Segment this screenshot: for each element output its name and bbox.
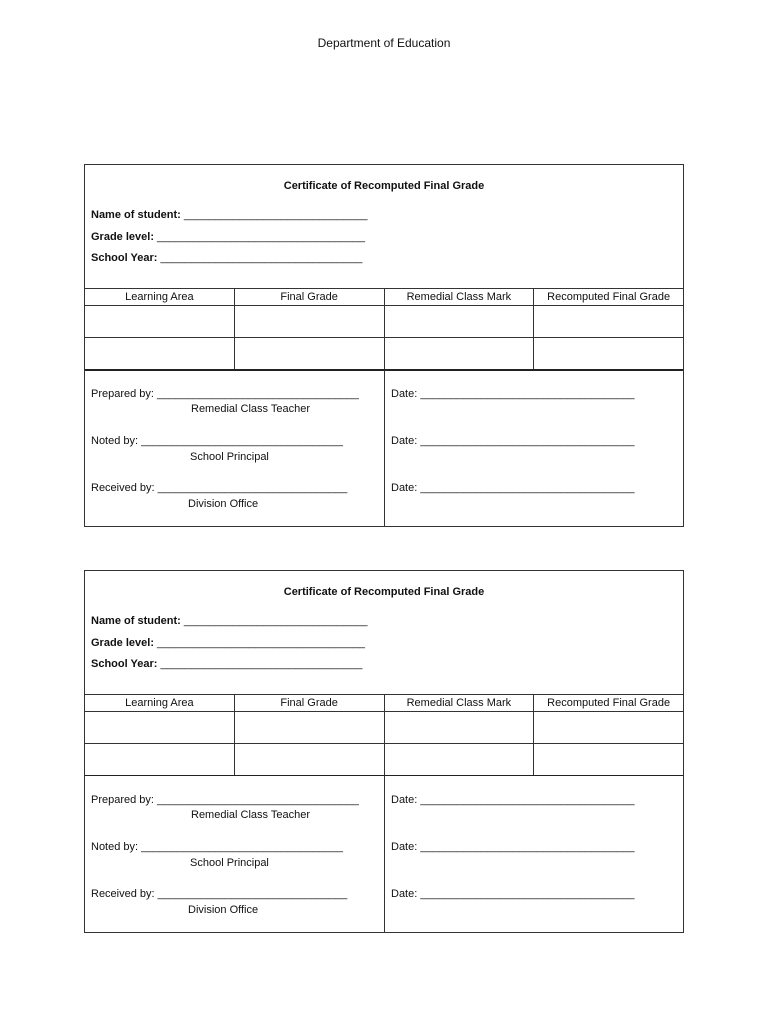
student-name-field[interactable]	[91, 615, 367, 627]
student-name-field[interactable]	[91, 209, 367, 221]
grade-level-field[interactable]	[91, 637, 365, 649]
date-field-noted[interactable]: Date: ___________________________________	[391, 841, 635, 853]
table-row	[85, 744, 684, 776]
header-recomputed-final-grade: Recomputed Final Grade	[534, 289, 684, 306]
date-field-prepared[interactable]: Date: ___________________________________	[391, 794, 635, 806]
noted-by-role: School Principal	[190, 857, 269, 869]
school-year-field[interactable]	[91, 658, 362, 670]
grade-level-label: Grade level:	[91, 231, 154, 243]
date-field-prepared[interactable]: Date: ___________________________________	[391, 388, 635, 400]
table-cell[interactable]	[534, 712, 684, 744]
student-name-label: Name of student:	[91, 615, 181, 627]
header-remedial-class-mark: Remedial Class Mark	[384, 289, 534, 306]
table-cell[interactable]	[384, 338, 534, 370]
noted-by-field[interactable]: Noted by: _________________________________	[91, 435, 344, 447]
table-cell[interactable]	[534, 744, 684, 776]
student-name-label: Name of student:	[91, 209, 181, 221]
prepared-by-role: Remedial Class Teacher	[191, 809, 311, 821]
student-name-line[interactable]: ______________________________	[180, 615, 368, 627]
table-cell[interactable]	[85, 338, 235, 370]
grade-level-field[interactable]	[91, 231, 365, 243]
certificate-title: Certificate of Recomputed Final Grade	[283, 180, 485, 192]
date-field-received[interactable]: Date: ___________________________________	[391, 482, 635, 494]
column-divider	[384, 776, 385, 933]
school-year-line[interactable]: _________________________________	[157, 252, 363, 264]
table-row	[85, 712, 684, 744]
grades-header-row	[85, 695, 684, 712]
date-field-received[interactable]: Date: ___________________________________	[391, 888, 635, 900]
certificate-1	[84, 164, 684, 527]
school-year-label: School Year:	[91, 252, 158, 264]
table-row	[85, 338, 684, 370]
received-by-role: Division Office	[188, 904, 259, 916]
header-remedial-class-mark: Remedial Class Mark	[384, 695, 534, 712]
table-cell[interactable]	[234, 338, 384, 370]
noted-by-field[interactable]: Noted by: _________________________________	[91, 841, 344, 853]
header-final-grade: Final Grade	[234, 289, 384, 306]
table-cell[interactable]	[234, 306, 384, 338]
table-cell[interactable]	[384, 306, 534, 338]
prepared-by-role: Remedial Class Teacher	[191, 403, 311, 415]
header-recomputed-final-grade: Recomputed Final Grade	[534, 695, 684, 712]
column-divider	[384, 370, 385, 527]
school-year-label: School Year:	[91, 658, 158, 670]
grade-level-line[interactable]: __________________________________	[153, 231, 366, 243]
header-final-grade: Final Grade	[234, 695, 384, 712]
header-learning-area: Learning Area	[85, 289, 235, 306]
page-header: Department of Education	[317, 36, 451, 50]
grade-level-label: Grade level:	[91, 637, 154, 649]
table-cell[interactable]	[534, 306, 684, 338]
prepared-by-field[interactable]: Prepared by: _________________________________	[91, 388, 359, 400]
school-year-line[interactable]: _________________________________	[157, 658, 363, 670]
grades-table	[84, 694, 684, 776]
table-cell[interactable]	[534, 338, 684, 370]
table-cell[interactable]	[384, 712, 534, 744]
table-cell[interactable]	[234, 744, 384, 776]
header-learning-area: Learning Area	[85, 695, 235, 712]
grade-level-line[interactable]: __________________________________	[153, 637, 366, 649]
student-name-line[interactable]: ______________________________	[180, 209, 368, 221]
grades-header-row	[85, 289, 684, 306]
certificate-2	[84, 570, 684, 933]
table-cell[interactable]	[85, 744, 235, 776]
table-cell[interactable]	[85, 306, 235, 338]
certificate-title: Certificate of Recomputed Final Grade	[283, 586, 485, 598]
received-by-field[interactable]: Received by: _______________________________	[91, 888, 348, 900]
school-year-field[interactable]	[91, 252, 362, 264]
prepared-by-field[interactable]: Prepared by: _________________________________	[91, 794, 359, 806]
table-cell[interactable]	[384, 744, 534, 776]
received-by-role: Division Office	[188, 498, 259, 510]
table-cell[interactable]	[85, 712, 235, 744]
table-row	[85, 306, 684, 338]
table-cell[interactable]	[234, 712, 384, 744]
received-by-field[interactable]: Received by: _______________________________	[91, 482, 348, 494]
noted-by-role: School Principal	[190, 451, 269, 463]
date-field-noted[interactable]: Date: ___________________________________	[391, 435, 635, 447]
grades-table	[84, 288, 684, 370]
